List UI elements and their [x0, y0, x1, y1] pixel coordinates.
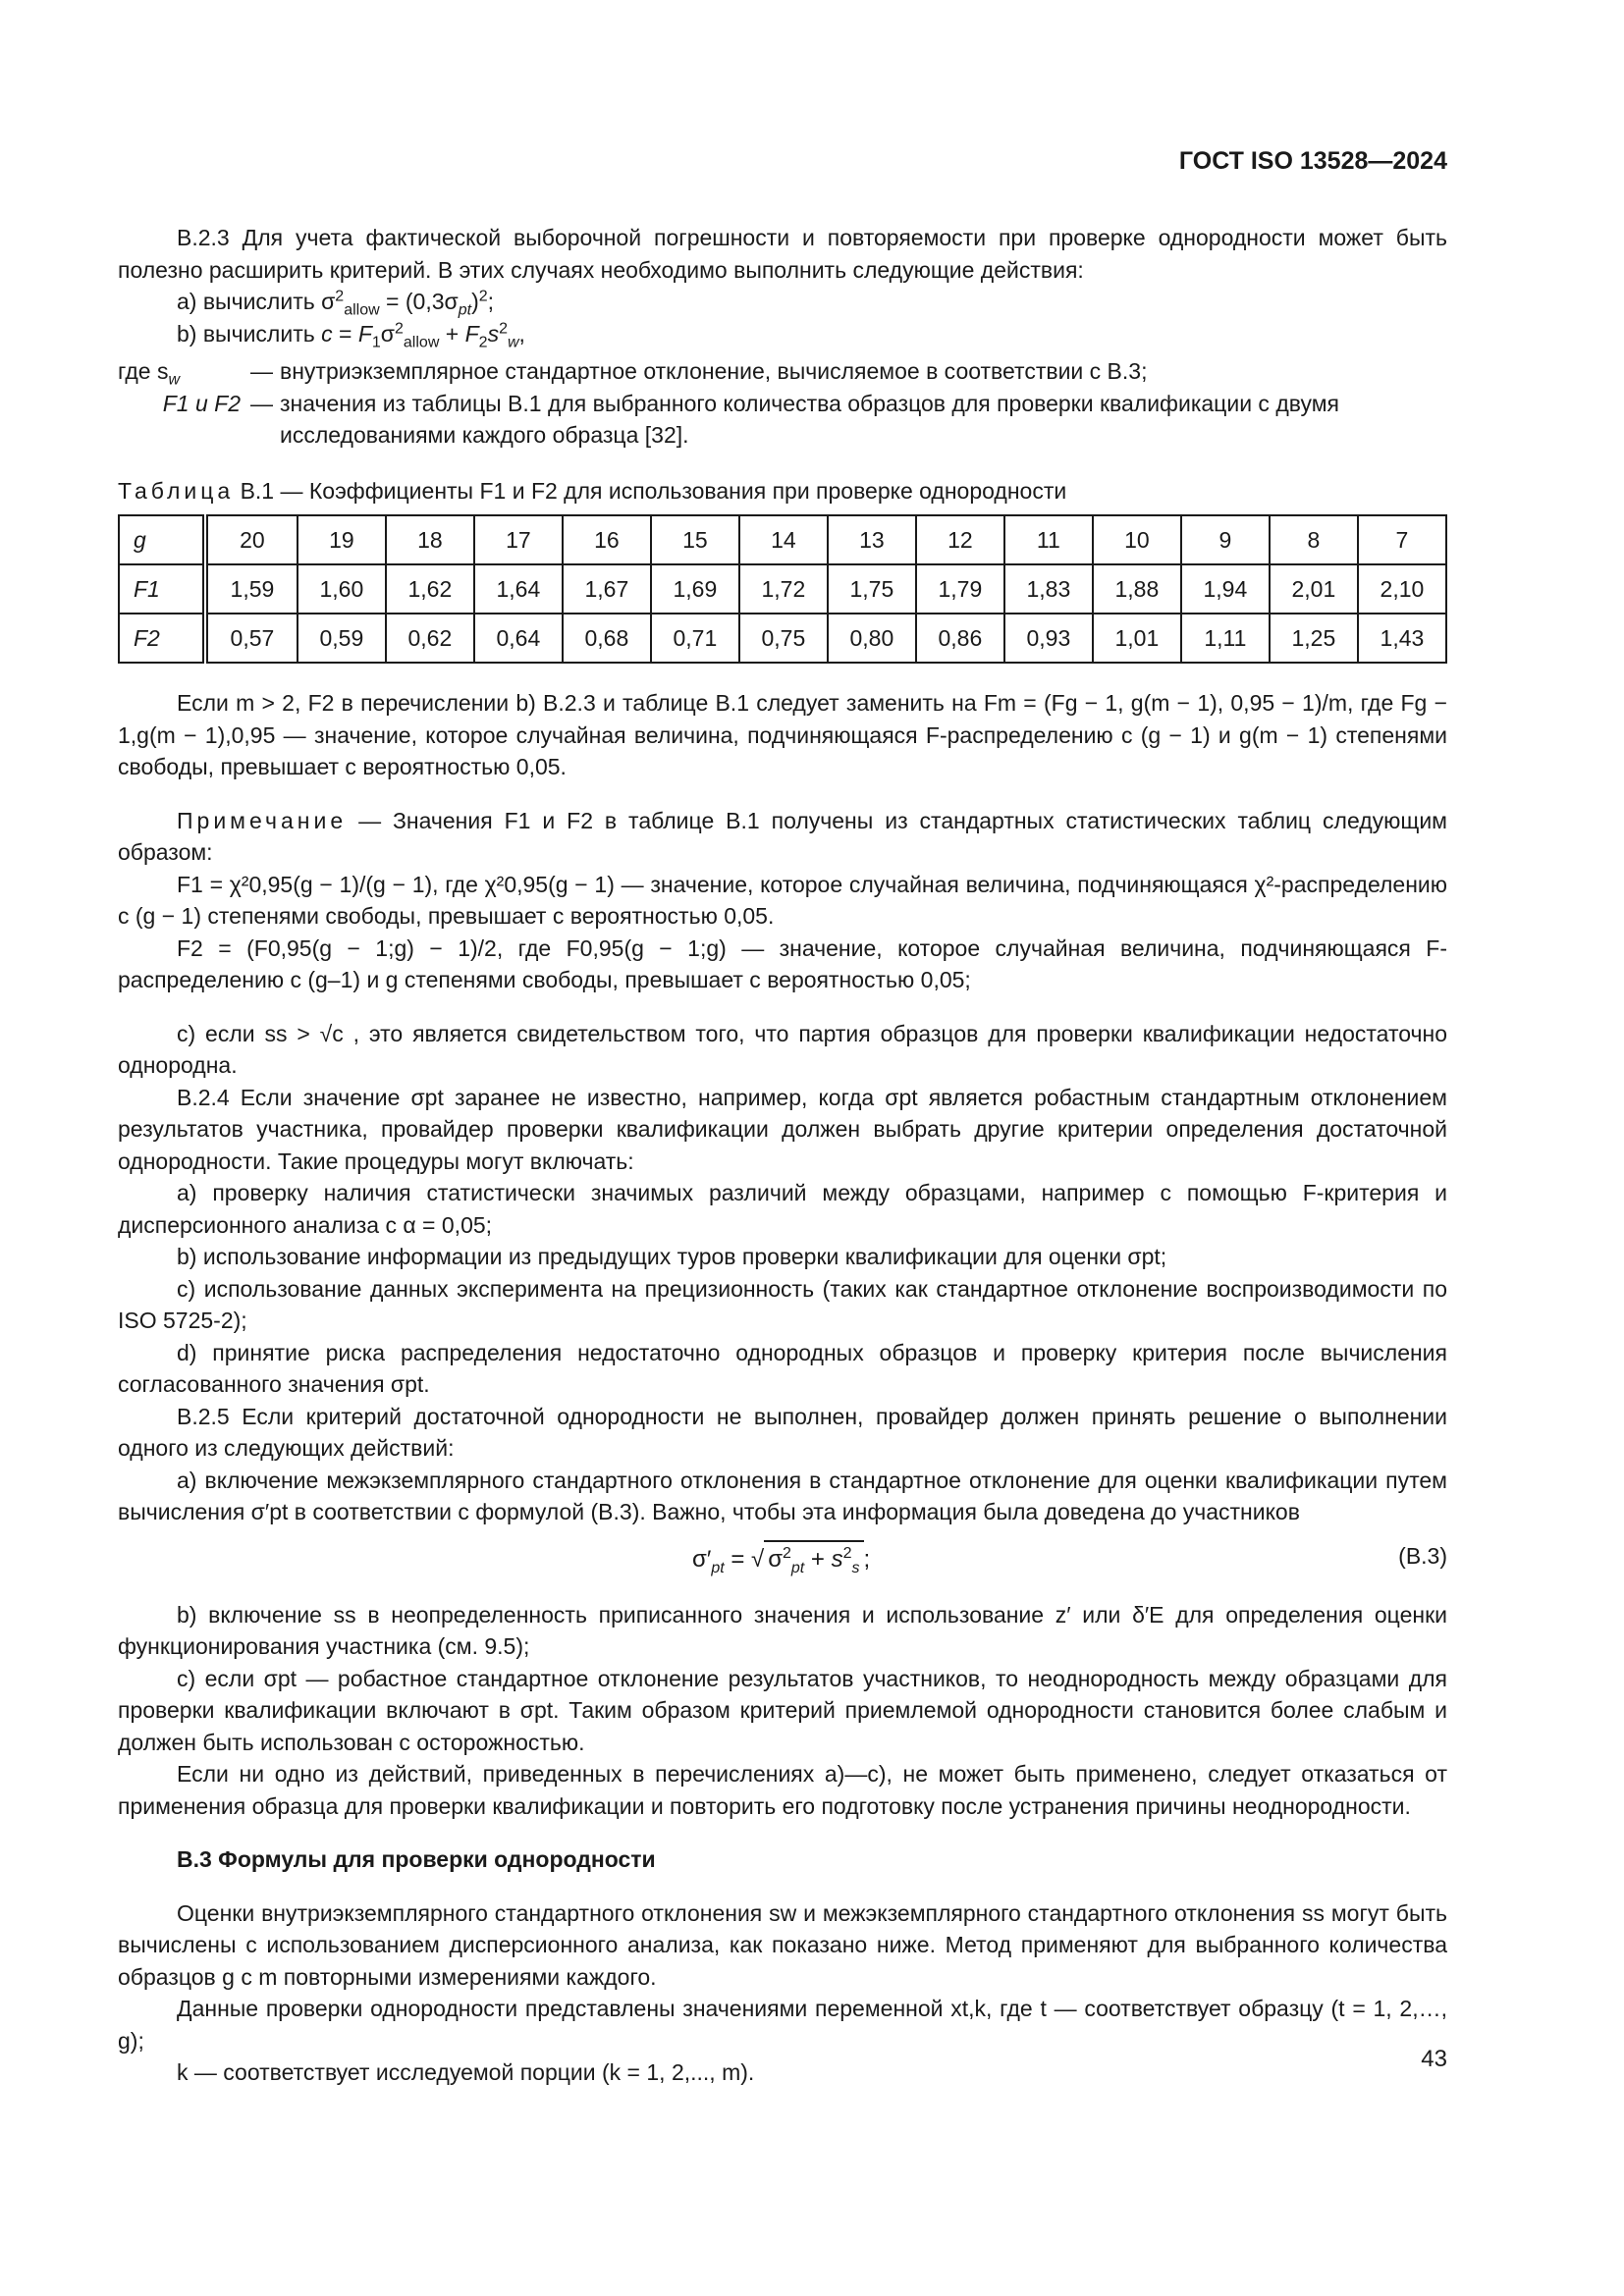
table-row-header: F1 [119, 564, 205, 614]
table-cell: 1,75 [828, 564, 916, 614]
table-cell: 9 [1181, 515, 1270, 564]
table-cell: 17 [474, 515, 563, 564]
table-cell: 18 [386, 515, 474, 564]
table-cell: 1,72 [739, 564, 828, 614]
table-cell: 0,57 [205, 614, 298, 663]
section-b3-title: В.3 Формулы для проверки однородности [177, 1846, 656, 1872]
table-cell: 1,11 [1181, 614, 1270, 663]
definition-f1-f2: F1 и F2 — значения из таблицы В.1 для выбранного количества образцов для проверки квалификации с двумя исследованиями каждого образца [32]. [162, 390, 1339, 448]
table-cell: 0,75 [739, 614, 828, 663]
b23-intro: В.2.3 Для учета фактической выборочной погрешности и повторяемости при проверке однородности может быть полезно расширить критерий. В этих случаях необходимо выполнить следующие действия: [118, 225, 1447, 283]
formula-b3 [118, 1532, 1447, 1593]
table-cell: 8 [1270, 515, 1358, 564]
table-cell: 0,71 [651, 614, 739, 663]
table-cell: 2,01 [1270, 564, 1358, 614]
page-number: 43 [1421, 2046, 1447, 2072]
table-note: Примечание — Значения F1 и F2 в таблице В.1 получены из стандартных статистических таблиц следующим образом: [118, 807, 1447, 865]
table-cell: 1,01 [1093, 614, 1181, 663]
table-row [119, 564, 1446, 614]
b25-intro: В.2.5 Если критерий достаточной однородности не выполнен, провайдер должен принять решение о выполнении одного из следующих действий: [118, 1403, 1447, 1461]
table-cell: 20 [205, 515, 298, 564]
table-cell: 0,86 [916, 614, 1004, 663]
b3-paragraph-3: k — соответствует исследуемой порции (k = 1, 2,..., m). [177, 2059, 755, 2085]
coefficients-table [118, 514, 1447, 664]
b25-item-b: b) включение ss в неопределенность приписанного значения и использование z′ или δ′E для определения оценки функционирования участника (см. 9.5); [118, 1601, 1447, 1659]
m-note: Если m > 2, F2 в перечислении b) В.2.3 и таблице В.1 следует заменить на Fm = (Fg − 1, g(m − 1), 0,95 − 1)/m, где Fg − 1,g(m − 1),0,95 — значение, которое случайная величина, подчиняющаяся F-распределению с (g − 1) и g(m − 1) степенями свободы, превышает с вероятностью 0,05. [118, 690, 1447, 779]
table-row-header: F2 [119, 614, 205, 663]
table-cell: 1,79 [916, 564, 1004, 614]
table-cell: 0,62 [386, 614, 474, 663]
b24-item-d: d) принятие риска распределения недостаточно однородных образцов и проверку критерия после вычисления согласованного значения σpt. [118, 1339, 1447, 1397]
formula-expression: $\sigma'_{pt}$ = √ $\sigma^2_{pt} + s^2_s$ ; [692, 1540, 870, 1576]
table-cell: 1,83 [1004, 564, 1093, 614]
table-cell: 0,64 [474, 614, 563, 663]
b25-item-c: c) если σpt — робастное стандартное отклонение результатов участников, то неоднородность между образцами для проверки квалификации включают в σpt. Таким образом критерий приемлемой однородности становится более слабым и должен быть использован с осторожностью. [118, 1665, 1447, 1755]
table-cell: 1,62 [386, 564, 474, 614]
table-row [119, 614, 1446, 663]
table-cell: 1,67 [563, 564, 651, 614]
table-cell: 1,25 [1270, 614, 1358, 663]
table-cell: 0,93 [1004, 614, 1093, 663]
table-cell: 1,69 [651, 564, 739, 614]
b23-step-a: a) вычислить $\sigma^2_{allow} = (0,3\sigma_{pt})^2$; [177, 288, 495, 319]
table-cell: 7 [1358, 515, 1446, 564]
b23-step-b: b) вычислить $c = F_1\sigma^2_{allow} + F_2s^2_w$, [177, 319, 525, 351]
table-cell: 1,59 [205, 564, 298, 614]
table-caption: Таблица В.1 — Коэффициенты F1 и F2 для использования при проверке однородности [118, 477, 1067, 504]
table-cell: 0,68 [563, 614, 651, 663]
table-cell: 10 [1093, 515, 1181, 564]
table-cell: 1,94 [1181, 564, 1270, 614]
b25-none-applicable: Если ни одно из действий, приведенных в перечислениях a)—c), не может быть применено, следует отказаться от применения образца для проверки квалификации и повторить его подготовку после устранения причины неоднородности. [118, 1761, 1447, 1819]
document-body [118, 222, 1447, 2089]
table-cell: 2,10 [1358, 564, 1446, 614]
note-f1: F1 = χ²0,95(g − 1)/(g − 1), где χ²0,95(g − 1) — значение, которое случайная величина, подчиняющаяся χ²-распределению с (g − 1) степенями свободы, превышает с вероятностью 0,05. [118, 871, 1447, 929]
b24-item-b: b) использование информации из предыдущих туров проверки квалификации для оценки σpt; [177, 1244, 1167, 1269]
b3-paragraph-2: Данные проверки однородности представлены значениями переменной xt,k, где t — соответствует образцу (t = 1, 2,…, g); [118, 1996, 1447, 2054]
table-cell: 13 [828, 515, 916, 564]
definition-sw: где $s_w$ — внутриэкземплярное стандартное отклонение, вычисляемое в соответствии с В.3; [118, 358, 1148, 389]
table-cell: 16 [563, 515, 651, 564]
definition-list [118, 355, 1447, 452]
table-cell: 1,60 [298, 564, 386, 614]
b24-intro: В.2.4 Если значение σpt заранее не известно, например, когда σpt является робастным стандартным отклонением результатов участника, провайдер проверки квалификации должен выбрать другие критерии определения достаточной однородности. Такие процедуры могут включать: [118, 1084, 1447, 1174]
table-row-header: g [119, 515, 205, 564]
table-cell: 1,64 [474, 564, 563, 614]
table-cell: 15 [651, 515, 739, 564]
formula-number: (В.3) [1398, 1542, 1447, 1569]
table-cell: 11 [1004, 515, 1093, 564]
b24-item-a: a) проверку наличия статистически значимых различий между образцами, например с помощью F-критерия и дисперсионного анализа с α = 0,05; [118, 1180, 1447, 1238]
table-cell: 14 [739, 515, 828, 564]
table-cell: 12 [916, 515, 1004, 564]
b24-item-c: c) использование данных эксперимента на прецизионность (таких как стандартное отклонение воспроизводимости по ISO 5725-2); [118, 1275, 1447, 1333]
table-cell: 1,88 [1093, 564, 1181, 614]
document-header: ГОСТ ISO 13528—2024 [1178, 147, 1447, 175]
b3-paragraph-1: Оценки внутриэкземплярного стандартного отклонения sw и межэкземплярного стандартного отклонения ss могут быть вычислены с использованием дисперсионного анализа, как показано ниже. Метод применяют для выбранного количества образцов g с m повторными измерениями каждого. [118, 1899, 1447, 1990]
table-cell: 0,59 [298, 614, 386, 663]
table-cell: 19 [298, 515, 386, 564]
b23-step-c: c) если ss > √c , это является свидетельством того, что партия образцов для проверки квалификации недостаточно однородна. [118, 1020, 1447, 1078]
table-cell: 0,80 [828, 614, 916, 663]
b25-item-a: a) включение межэкземплярного стандартного отклонения в стандартное отклонение для оценки квалификации путем вычисления σ′pt в соответствии с формулой (В.3). Важно, чтобы эта информация была доведена до участников [118, 1467, 1447, 1524]
table-row [119, 515, 1446, 564]
table-cell: 1,43 [1358, 614, 1446, 663]
note-f2: F2 = (F0,95(g − 1;g) − 1)/2, где F0,95(g − 1;g) — значение, которое случайная величина, подчиняющаяся F-распределению с (g–1) и g степенями свободы, превышает с вероятностью 0,05; [118, 934, 1447, 992]
